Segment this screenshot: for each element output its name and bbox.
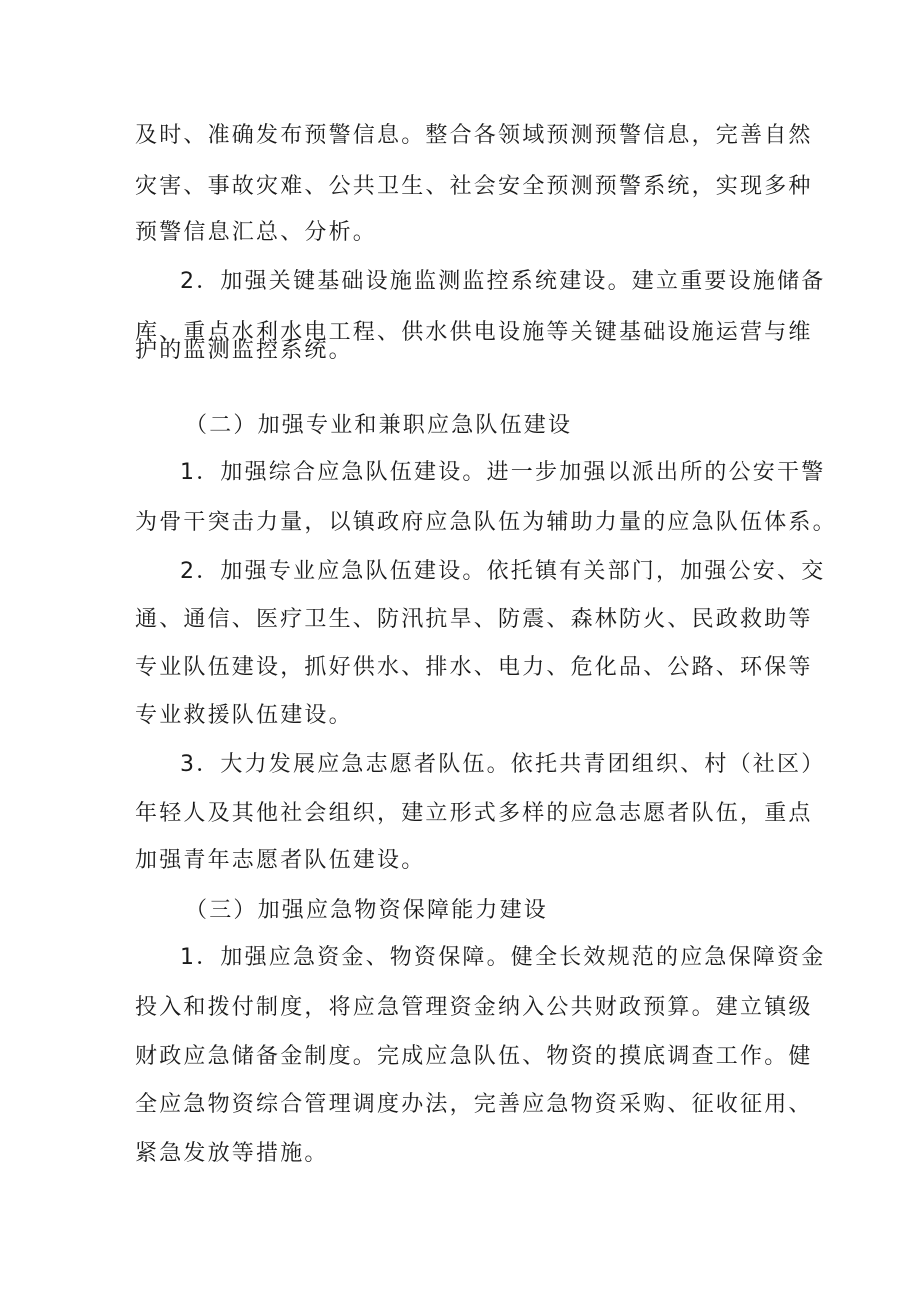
text-line: 1．加强综合应急队伍建设。进一步加强以派出所的公安干警	[180, 460, 826, 485]
text-line: 专业队伍建设，抓好供水、排水、电力、危化品、公路、环保等	[135, 655, 813, 680]
text-line: 护的监测监控系统。	[135, 338, 353, 363]
section-heading: （二）加强专业和兼职应急队伍建设	[185, 413, 573, 438]
text-line: 专业救援队伍建设。	[135, 703, 353, 728]
text-line: 2．加强专业应急队伍建设。依托镇有关部门，加强公安、交	[180, 559, 826, 584]
text-line: 紧急发放等措施。	[135, 1141, 329, 1166]
section-heading: （三）加强应急物资保障能力建设	[185, 898, 549, 923]
text-line: 投入和拨付制度，将应急管理资金纳入公共财政预算。建立镇级	[135, 995, 813, 1020]
text-line: 财政应急储备金制度。完成应急队伍、物资的摸底调查工作。健	[135, 1044, 813, 1069]
text-line: 通、通信、医疗卫生、防汛抗旱、防震、森林防火、民政救助等	[135, 607, 813, 632]
text-line: 年轻人及其他社会组织，建立形式多样的应急志愿者队伍，重点	[135, 801, 813, 826]
text-line: 预警信息汇总、分析。	[135, 220, 378, 245]
text-line: 3．大力发展应急志愿者队伍。依托共青团组织、村（社区）	[180, 752, 826, 777]
text-line: 及时、准确发布预警信息。整合各领域预测预警信息，完善自然	[135, 123, 813, 148]
text-line: 1．加强应急资金、物资保障。健全长效规范的应急保障资金	[180, 945, 826, 970]
text-line: 全应急物资综合管理调度办法，完善应急物资采购、征收征用、	[135, 1092, 813, 1117]
text-line: 为骨干突击力量，以镇政府应急队伍为辅助力量的应急队伍体系。	[135, 510, 837, 535]
text-line: 加强青年志愿者队伍建设。	[135, 848, 426, 873]
text-line: 灾害、事故灾难、公共卫生、社会安全预测预警系统，实现多种	[135, 174, 813, 199]
text-line: 2．加强关键基础设施监测监控系统建设。建立重要设施储备	[180, 269, 826, 294]
text-line: 库、重点水利水电工程、供水供电设施等关键基础设施运营与维	[135, 320, 813, 345]
